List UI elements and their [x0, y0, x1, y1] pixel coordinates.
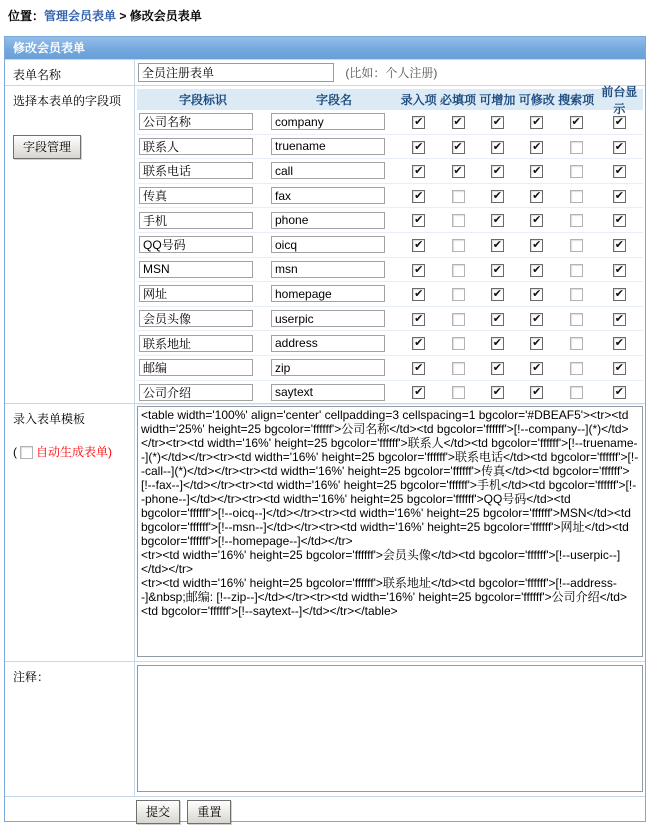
- edit-form-panel: [4, 36, 646, 822]
- checkbox-required[interactable]: [452, 288, 465, 301]
- table-row: [137, 307, 643, 332]
- field-name-input[interactable]: [271, 113, 385, 130]
- field-name-input[interactable]: [271, 187, 385, 204]
- field-rows: [137, 110, 643, 405]
- checkbox-searchable[interactable]: [570, 264, 583, 277]
- table-row: [137, 282, 643, 307]
- checkbox-front-display[interactable]: ✔: [614, 263, 625, 276]
- checkbox-front-display[interactable]: ✔: [614, 288, 625, 301]
- checkbox-input-item[interactable]: ✔: [414, 238, 424, 251]
- field-name-input[interactable]: [271, 138, 385, 155]
- field-name-input[interactable]: [271, 310, 385, 327]
- checkbox-searchable[interactable]: ✔: [571, 115, 581, 128]
- checkbox-input-item[interactable]: ✔: [414, 214, 424, 227]
- fields-table: [137, 84, 643, 405]
- checkbox-front-display[interactable]: ✔: [614, 214, 625, 227]
- checkbox-front-display[interactable]: ✔: [614, 386, 625, 399]
- checkbox-input-item[interactable]: ✔: [414, 189, 424, 202]
- template-textarea[interactable]: [137, 406, 643, 657]
- checkbox-input-item[interactable]: ✔: [414, 361, 424, 374]
- comment-label: 注释：: [13, 670, 50, 684]
- table-row: [137, 233, 643, 258]
- template-section-label: 录入表单模板: [13, 412, 86, 426]
- table-row: [137, 110, 643, 135]
- field-name-input[interactable]: [271, 335, 385, 352]
- breadcrumb-link-manage-forms[interactable]: 管理会员表单: [44, 9, 117, 23]
- checkbox-input-item[interactable]: ✔: [414, 288, 424, 301]
- panel-title: 修改会员表单: [5, 37, 645, 59]
- checkbox-editable[interactable]: ✔: [532, 312, 542, 325]
- checkbox-editable[interactable]: ✔: [532, 238, 542, 251]
- checkbox-searchable[interactable]: [570, 337, 583, 350]
- checkbox-addable[interactable]: ✔: [492, 386, 502, 399]
- field-name-input[interactable]: [271, 359, 385, 376]
- breadcrumb-separator: >: [116, 9, 130, 23]
- checkbox-required[interactable]: [452, 214, 465, 227]
- fields-table-header: [137, 84, 643, 116]
- checkbox-searchable[interactable]: [570, 386, 583, 399]
- checkbox-addable[interactable]: ✔: [492, 361, 502, 374]
- field-label-input[interactable]: [139, 162, 253, 179]
- field-label-input[interactable]: [139, 384, 253, 401]
- checkbox-editable[interactable]: ✔: [532, 140, 542, 153]
- field-name-input[interactable]: [271, 162, 385, 179]
- field-label-input[interactable]: [139, 187, 253, 204]
- checkbox-searchable[interactable]: [570, 239, 583, 252]
- checkbox-addable[interactable]: ✔: [492, 165, 502, 178]
- checkbox-input-item[interactable]: ✔: [414, 140, 424, 153]
- col-header-input-item: 录入项: [400, 93, 437, 107]
- checkbox-editable[interactable]: ✔: [532, 337, 542, 350]
- form-name-row: [5, 59, 645, 85]
- field-label-input[interactable]: [139, 285, 253, 302]
- field-label-input[interactable]: [139, 359, 253, 376]
- field-label-input[interactable]: [139, 113, 253, 130]
- breadcrumb-prefix: 位置：: [8, 9, 45, 23]
- col-header-required: 必填项: [440, 93, 477, 107]
- checkbox-addable[interactable]: ✔: [492, 312, 502, 325]
- field-label-input[interactable]: [139, 261, 253, 278]
- reset-button[interactable]: 重置: [187, 800, 231, 824]
- checkbox-editable[interactable]: ✔: [532, 263, 542, 276]
- breadcrumb: [8, 7, 202, 24]
- field-name-input[interactable]: [271, 384, 385, 401]
- checkbox-searchable[interactable]: [570, 141, 583, 154]
- checkbox-front-display[interactable]: ✔: [614, 189, 625, 202]
- auto-generate-checkbox[interactable]: [20, 446, 33, 459]
- field-name-input[interactable]: [271, 236, 385, 253]
- checkbox-addable[interactable]: ✔: [492, 214, 502, 227]
- checkbox-front-display[interactable]: ✔: [614, 361, 625, 374]
- form-name-input[interactable]: [138, 63, 334, 82]
- checkbox-required[interactable]: [452, 313, 465, 326]
- checkbox-addable[interactable]: ✔: [492, 189, 502, 202]
- checkbox-addable[interactable]: ✔: [492, 115, 502, 128]
- checkbox-searchable[interactable]: [570, 190, 583, 203]
- table-row: [137, 381, 643, 406]
- checkbox-searchable[interactable]: [570, 165, 583, 178]
- auto-generate-line: [13, 443, 130, 460]
- comment-textarea[interactable]: [137, 665, 643, 792]
- checkbox-front-display[interactable]: ✔: [614, 238, 625, 251]
- table-row: [137, 135, 643, 160]
- field-name-input[interactable]: [271, 261, 385, 278]
- field-name-input[interactable]: [271, 212, 385, 229]
- checkbox-required[interactable]: ✔: [453, 165, 463, 178]
- field-label-input[interactable]: [139, 310, 253, 327]
- checkbox-input-item[interactable]: ✔: [414, 386, 424, 399]
- checkbox-required[interactable]: [452, 362, 465, 375]
- checkbox-addable[interactable]: ✔: [492, 238, 502, 251]
- field-manage-button[interactable]: 字段管理: [13, 135, 81, 159]
- checkbox-searchable[interactable]: [570, 214, 583, 227]
- auto-generate-close-paren: ): [108, 445, 113, 459]
- checkbox-searchable[interactable]: [570, 313, 583, 326]
- checkbox-editable[interactable]: ✔: [532, 386, 542, 399]
- checkbox-required[interactable]: [452, 264, 465, 277]
- field-label-input[interactable]: [139, 335, 253, 352]
- checkbox-editable[interactable]: ✔: [532, 165, 542, 178]
- checkbox-input-item[interactable]: ✔: [414, 165, 424, 178]
- checkbox-required[interactable]: [452, 337, 465, 350]
- checkbox-addable[interactable]: ✔: [492, 263, 502, 276]
- field-label-input[interactable]: [139, 138, 253, 155]
- field-name-input[interactable]: [271, 285, 385, 302]
- checkbox-required[interactable]: [452, 239, 465, 252]
- checkbox-editable[interactable]: ✔: [532, 214, 542, 227]
- auto-generate-label: 自动生成表单: [36, 445, 109, 459]
- auto-generate-open-paren: (: [13, 445, 17, 459]
- field-label-input[interactable]: [139, 236, 253, 253]
- checkbox-required[interactable]: ✔: [453, 115, 463, 128]
- checkbox-input-item[interactable]: ✔: [414, 115, 424, 128]
- checkbox-required[interactable]: [452, 386, 465, 399]
- checkbox-required[interactable]: [452, 190, 465, 203]
- fields-section-label: 选择本表单的字段项: [13, 94, 122, 108]
- submit-button[interactable]: 提交: [136, 800, 180, 824]
- checkbox-addable[interactable]: ✔: [492, 288, 502, 301]
- form-name-hint: (比如：个人注册): [345, 66, 438, 80]
- checkbox-input-item[interactable]: ✔: [414, 337, 424, 350]
- breadcrumb-current: 修改会员表单: [129, 9, 202, 23]
- checkbox-front-display[interactable]: ✔: [614, 140, 625, 153]
- actions-row: [5, 796, 645, 823]
- col-header-searchable: 搜索项: [558, 93, 595, 107]
- col-header-field-name: 字段名: [315, 93, 352, 107]
- table-row: [137, 159, 643, 184]
- checkbox-required[interactable]: ✔: [453, 140, 463, 153]
- table-row: [137, 258, 643, 283]
- field-label-input[interactable]: [139, 212, 253, 229]
- checkbox-editable[interactable]: ✔: [532, 189, 542, 202]
- checkbox-editable[interactable]: ✔: [532, 288, 542, 301]
- form-name-label: 表单名称: [13, 68, 62, 82]
- col-header-front-display: 前台显示: [601, 84, 638, 116]
- table-row: [137, 208, 643, 233]
- checkbox-addable[interactable]: ✔: [492, 337, 502, 350]
- table-row: [137, 356, 643, 381]
- checkbox-front-display[interactable]: ✔: [614, 115, 625, 128]
- checkbox-input-item[interactable]: ✔: [414, 312, 424, 325]
- checkbox-input-item[interactable]: ✔: [414, 263, 424, 276]
- comment-row: [5, 661, 645, 796]
- table-row: [137, 184, 643, 209]
- checkbox-searchable[interactable]: [570, 288, 583, 301]
- col-header-field-label: 字段标识: [178, 93, 227, 107]
- checkbox-editable[interactable]: ✔: [532, 115, 542, 128]
- checkbox-front-display[interactable]: ✔: [614, 165, 625, 178]
- checkbox-front-display[interactable]: ✔: [614, 312, 625, 325]
- fields-row: [5, 85, 645, 403]
- checkbox-searchable[interactable]: [570, 362, 583, 375]
- col-header-editable: 可修改: [518, 93, 555, 107]
- table-row: [137, 331, 643, 356]
- checkbox-addable[interactable]: ✔: [492, 140, 502, 153]
- template-row: [5, 403, 645, 661]
- checkbox-editable[interactable]: ✔: [532, 361, 542, 374]
- checkbox-front-display[interactable]: ✔: [614, 337, 625, 350]
- col-header-addable: 可增加: [479, 93, 516, 107]
